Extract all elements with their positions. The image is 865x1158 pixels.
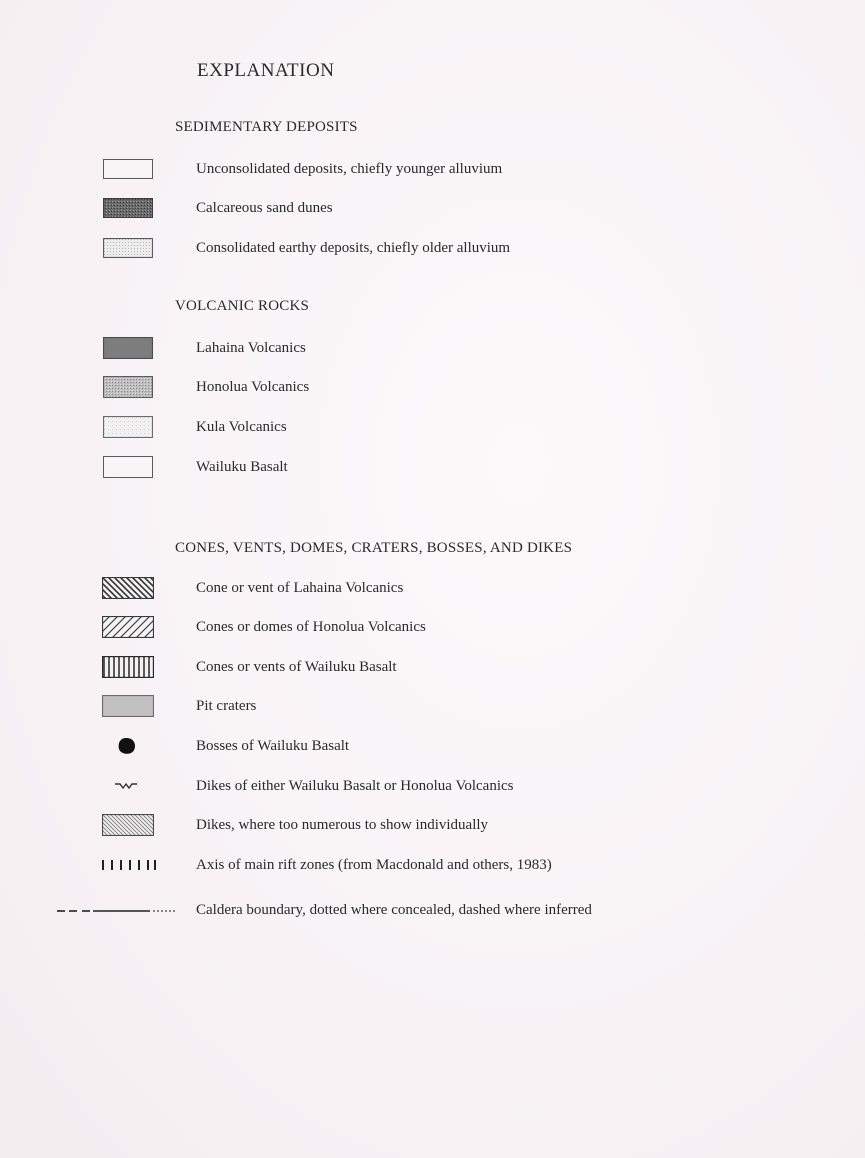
- honolua-volcanics-swatch: [103, 376, 153, 398]
- wailuku-cone-swatch: [102, 656, 154, 678]
- legend-item: [0, 771, 865, 801]
- explanation-title: EXPLANATION: [197, 60, 335, 81]
- section-heading-cones: CONES, VENTS, DOMES, CRATERS, BOSSES, AND DIKES: [175, 540, 573, 556]
- rift-axis-ticks-icon: [100, 857, 158, 873]
- kula-volcanics-swatch: [103, 416, 153, 438]
- boss-blob-icon: [116, 736, 138, 756]
- unconsolidated-deposits-swatch: [103, 159, 153, 179]
- legend-label: Caldera boundary, dotted where concealed, dashed where inferred: [196, 902, 592, 918]
- legend-label: Cones or domes of Honolua Volcanics: [196, 619, 426, 635]
- legend-label: Dikes, where too numerous to show individually: [196, 817, 489, 833]
- legend-label: Cones or vents of Wailuku Basalt: [196, 659, 397, 675]
- legend-label: Calcareous sand dunes: [196, 200, 333, 216]
- legend-item: [0, 233, 865, 263]
- legend-item: [0, 731, 865, 761]
- legend-label: Wailuku Basalt: [196, 459, 288, 475]
- legend-item: [0, 652, 865, 682]
- caldera-boundary-line-icon: [55, 907, 185, 915]
- legend-item: [0, 333, 865, 363]
- legend-item: [0, 691, 865, 721]
- legend-label: Lahaina Volcanics: [196, 340, 306, 356]
- legend-label: Axis of main rift zones (from Macdonald and others, 1983): [196, 857, 552, 873]
- honolua-cone-swatch: [102, 616, 154, 638]
- legend-label: Pit craters: [196, 698, 257, 714]
- lahaina-cone-swatch: [102, 577, 154, 599]
- legend-item: [0, 612, 865, 642]
- legend-label: Unconsolidated deposits, chiefly younger alluvium: [196, 161, 503, 177]
- pit-crater-swatch: [102, 695, 154, 717]
- legend-label: Dikes of either Wailuku Basalt or Honolua Volcanics: [196, 778, 514, 794]
- legend-label: Bosses of Wailuku Basalt: [196, 738, 350, 754]
- dike-zigzag-icon: [114, 781, 142, 791]
- section-heading-sedimentary: SEDIMENTARY DEPOSITS: [175, 119, 358, 135]
- legend-item: [0, 810, 865, 840]
- consolidated-deposits-swatch: [103, 238, 153, 258]
- legend-item: [0, 452, 865, 482]
- legend-item: [0, 895, 865, 925]
- legend-item: [0, 850, 865, 880]
- legend-item: [0, 154, 865, 184]
- section-heading-volcanic: VOLCANIC ROCKS: [175, 298, 310, 314]
- legend-item: [0, 412, 865, 442]
- legend-item: [0, 372, 865, 402]
- legend-label: Kula Volcanics: [196, 419, 287, 435]
- dike-swarm-swatch: [102, 814, 154, 836]
- legend-item: [0, 573, 865, 603]
- legend-item: [0, 193, 865, 223]
- legend-label: Consolidated earthy deposits, chiefly older alluvium: [196, 240, 511, 256]
- legend-label: Cone or vent of Lahaina Volcanics: [196, 580, 404, 596]
- sand-dunes-swatch: [103, 198, 153, 218]
- legend-label: Honolua Volcanics: [196, 379, 310, 395]
- lahaina-volcanics-swatch: [103, 337, 153, 359]
- wailuku-basalt-swatch: [103, 456, 153, 478]
